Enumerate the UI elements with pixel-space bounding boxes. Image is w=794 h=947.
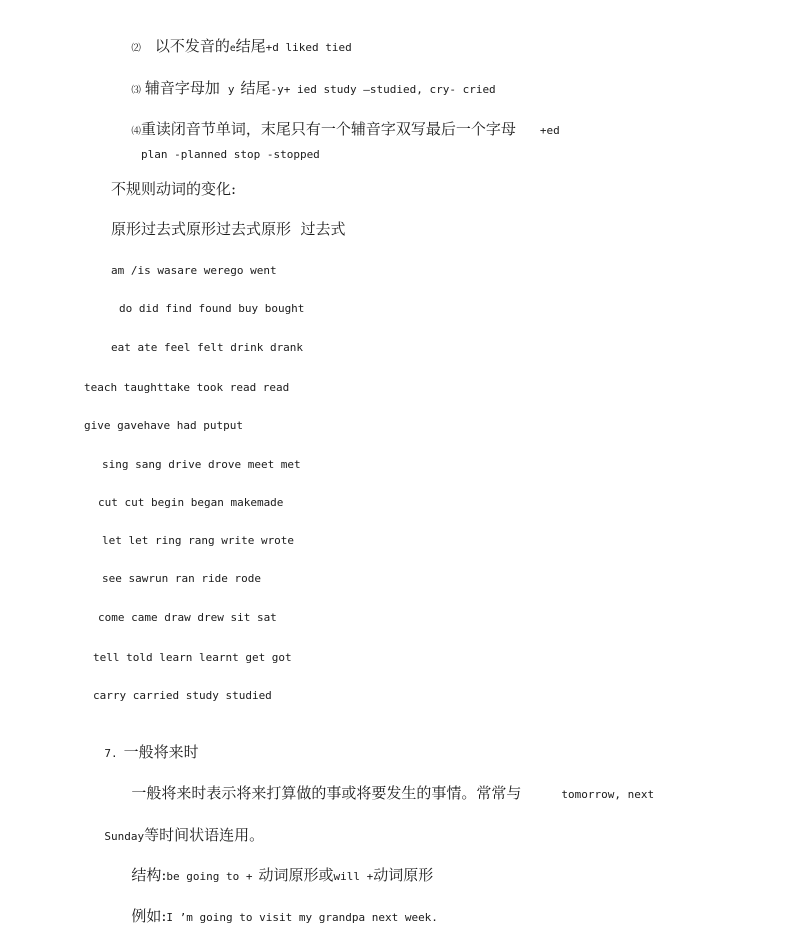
verb-row: come came draw drew sit sat (98, 611, 277, 624)
description-example: tomorrow, next (561, 788, 655, 801)
verb-row: teach taughttake took read read (84, 381, 290, 394)
irregular-heading: 不规则动词的变化: (111, 180, 237, 198)
verb-row: do did find found buy bought (119, 302, 305, 315)
rule-4 (111, 105, 560, 153)
verb-row: carry carried study studied (93, 689, 272, 702)
irregular-header-row: 原形过去式原形过去式原形 过去式 (111, 220, 346, 238)
rule-number: ⑵ (131, 43, 141, 54)
verb-row: see sawrun ran ride rode (102, 572, 261, 585)
verb-row: give gavehave had putput (84, 419, 243, 432)
rule-number: ⑷ (131, 126, 141, 137)
future-description (111, 769, 654, 817)
rule-letter: e (229, 43, 236, 54)
description-text: 一般将来时表示将来打算做的事或将要发生的事情。常常与 (131, 784, 522, 802)
example-sentence: I ’m going to visit my grandpa next week. (166, 911, 438, 924)
verb-row: sing sang drive drove meet met (102, 458, 301, 471)
rule-text: 辅音字母加 (144, 79, 220, 97)
section-number: 7. (104, 747, 118, 760)
rule-letter: y (227, 83, 235, 96)
rule-number: ⑶ (131, 85, 141, 96)
rule-example: -y+ ied study —studied, cry- cried (270, 83, 496, 96)
rule-example: +d liked tied (265, 41, 352, 54)
structure-label: 结构: (131, 866, 167, 884)
rule-4-example: plan -planned stop -stopped (141, 148, 320, 161)
rule-2 (111, 22, 352, 70)
description-example: Sunday (104, 830, 145, 843)
verb-row: tell told learn learnt get got (93, 651, 292, 664)
rule-suffix: +ed (539, 124, 560, 137)
verb-row: cut cut begin began makemade (98, 496, 284, 509)
future-example (111, 892, 438, 940)
description-text: 等时间状语连用。 (144, 826, 265, 844)
example-label: 例如: (131, 907, 167, 925)
rule-text: 以不发音的 (154, 37, 230, 55)
section-title: 一般将来时 (123, 743, 199, 761)
rule-text: 重读闭音节单词，末尾只有一个辅音字双写最后一个字母 (140, 120, 516, 138)
structure-formula: will + (333, 870, 374, 883)
verb-row: am /is wasare werego went (111, 264, 277, 277)
rule-text: 结尾 (240, 79, 271, 97)
verb-row: let let ring rang write wrote (102, 534, 295, 547)
structure-formula: be going to + (166, 870, 253, 883)
structure-text: 动词原形或 (258, 866, 334, 884)
structure-text: 动词原形 (373, 866, 434, 884)
verb-row: eat ate feel felt drink drank (111, 341, 304, 354)
rule-text: 结尾 (235, 37, 266, 55)
